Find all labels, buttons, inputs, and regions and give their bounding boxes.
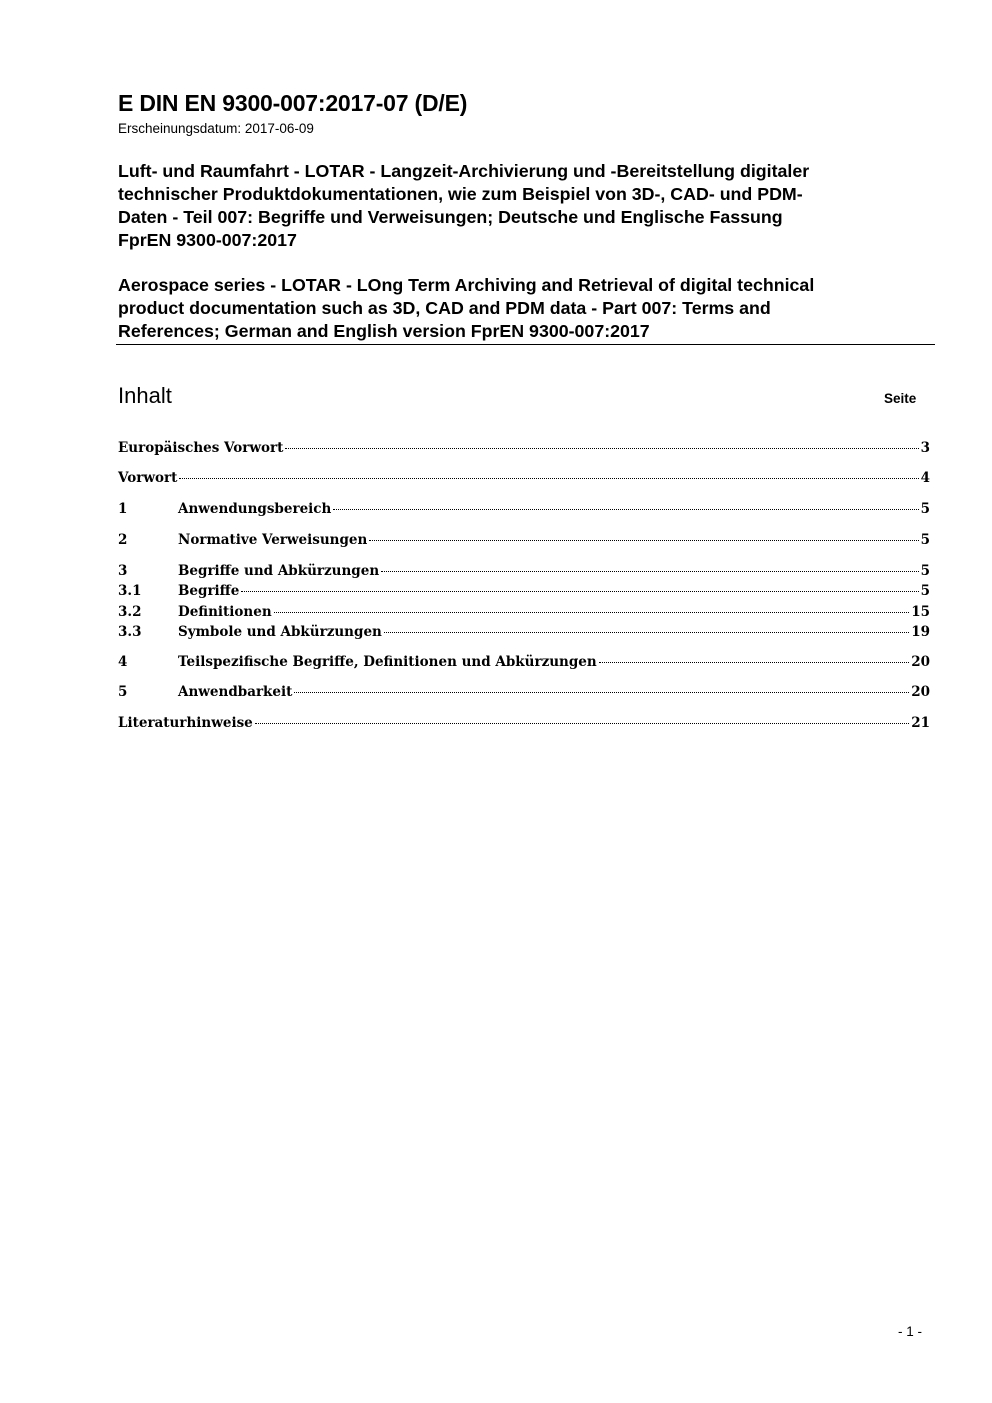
toc-entry-title: Anwendungsbereich (178, 501, 332, 517)
toc-leader-dots (285, 447, 918, 449)
toc-entry-title: Symbole und Abkürzungen (178, 624, 382, 640)
document-id: E DIN EN 9300-007:2017-07 (D/E) (118, 90, 468, 116)
toc-entry-page: 19 (911, 624, 930, 640)
toc-entry-number: 3.3 (118, 624, 142, 640)
title-german (118, 160, 938, 252)
toc-entry-number: 3.1 (118, 583, 142, 599)
toc-entry-title: Normative Verweisungen (178, 532, 368, 548)
toc-entry[interactable] (118, 715, 930, 735)
toc-leader-dots (384, 631, 909, 633)
title-english-line: product documentation such as 3D, CAD and PDM data - Part 007: Terms and (118, 298, 771, 318)
title-divider (116, 344, 935, 345)
toc-entry-page: 20 (911, 684, 930, 700)
toc-entry-number: 3 (118, 563, 128, 579)
toc-leader-dots (333, 508, 918, 510)
toc-entry-number: 1 (118, 501, 128, 517)
toc-leader-dots (381, 570, 918, 572)
title-german-line: Daten - Teil 007: Begriffe und Verweisungen; Deutsche und Englische Fassung (118, 207, 783, 227)
toc-entry-page: 5 (920, 563, 930, 579)
toc-entry[interactable] (118, 470, 930, 490)
toc-entry-number: 3.2 (118, 604, 142, 620)
title-english-line: References; German and English version FprEN 9300-007:2017 (118, 321, 650, 341)
title-german-line: Luft- und Raumfahrt - LOTAR - Langzeit-Archivierung und -Bereitstellung digitaler (118, 161, 810, 181)
toc-leader-dots (599, 661, 909, 663)
toc-entry[interactable] (118, 563, 930, 583)
toc-entry[interactable] (118, 684, 930, 704)
toc-page-column-label: Seite (884, 391, 917, 406)
toc-entry-page: 5 (920, 583, 930, 599)
title-english-line: Aerospace series - LOTAR - LOng Term Archiving and Retrieval of digital technical (118, 275, 815, 295)
toc-heading: Inhalt (118, 383, 172, 408)
title-german-line: FprEN 9300-007:2017 (118, 230, 297, 250)
toc-entry-page: 20 (911, 654, 930, 670)
toc-leader-dots (294, 691, 909, 693)
toc-entry-title: Begriffe und Abkürzungen (178, 563, 380, 579)
publication-date: Erscheinungsdatum: 2017-06-09 (118, 121, 314, 136)
toc-entry[interactable] (118, 501, 930, 521)
toc-entry[interactable] (118, 532, 930, 552)
toc-leader-dots (241, 590, 918, 592)
toc-leader-dots (179, 477, 918, 479)
toc-entry-page: 15 (911, 604, 930, 620)
toc-entry-title: Teilspezifische Begriffe, Definitionen und Abkürzungen (178, 654, 597, 670)
toc-entry[interactable] (118, 654, 930, 674)
toc-entry[interactable] (118, 624, 930, 644)
toc-entry-number: 4 (118, 654, 128, 670)
toc-leader-dots (274, 611, 910, 613)
toc-entry-page: 5 (920, 532, 930, 548)
toc-entry-page: 5 (920, 501, 930, 517)
toc-leader-dots (369, 539, 918, 541)
toc-entry-number: 2 (118, 532, 128, 548)
toc-entry[interactable] (118, 604, 930, 624)
toc-entry[interactable] (118, 583, 930, 603)
toc-entry-title: Literaturhinweise (118, 715, 253, 731)
toc-entry-title: Anwendbarkeit (178, 684, 293, 700)
toc-entry-page: 21 (911, 715, 930, 731)
toc-entry-title: Europäisches Vorwort (118, 440, 284, 456)
toc-entry[interactable] (118, 440, 930, 460)
toc-entry-page: 4 (920, 470, 930, 486)
toc-entry-page: 3 (920, 440, 930, 456)
page-number: - 1 - (898, 1324, 923, 1339)
toc-entry-title: Vorwort (118, 470, 178, 486)
toc-leader-dots (255, 722, 909, 724)
title-german-line: technischer Produktdokumentationen, wie zum Beispiel von 3D-, CAD- und PDM- (118, 184, 803, 204)
toc-entry-title: Definitionen (178, 604, 272, 620)
toc-entry-title: Begriffe (178, 583, 240, 599)
title-english (118, 274, 938, 343)
toc-entry-number: 5 (118, 684, 128, 700)
